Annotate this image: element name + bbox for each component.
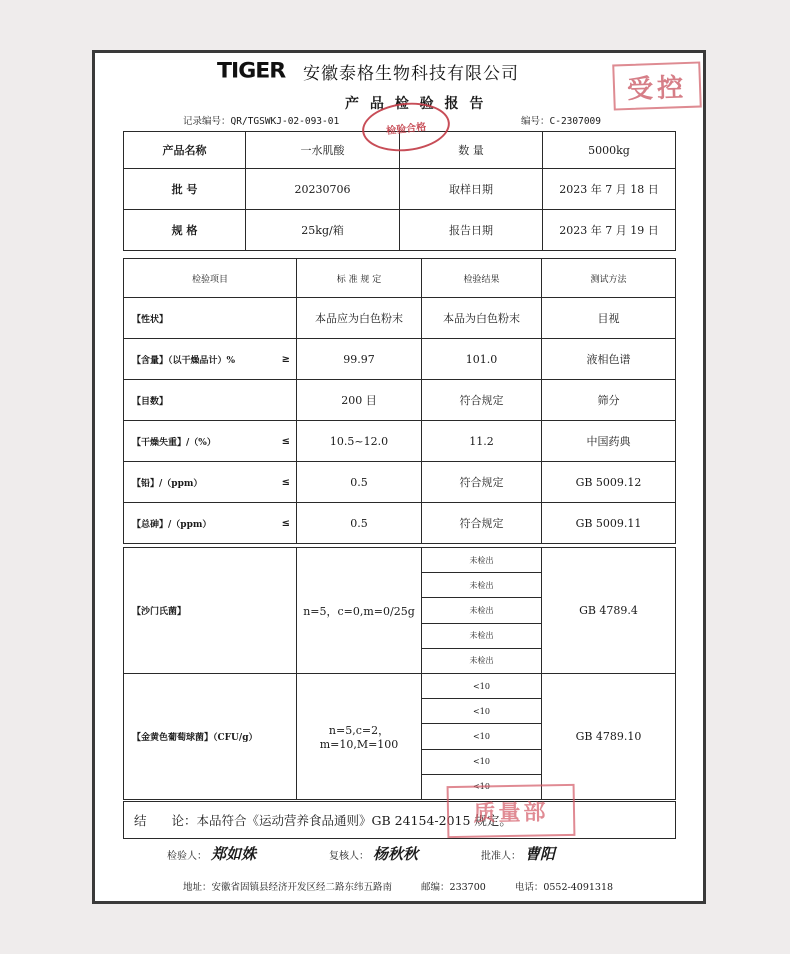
micro-result-value: 未检出	[421, 597, 542, 623]
approver-name: 曹阳	[525, 845, 556, 863]
limit-relation: ≤	[281, 476, 290, 488]
test-item-label	[123, 461, 297, 503]
reviewer-signature	[329, 843, 418, 864]
result-value: 本品为白色粉末	[421, 297, 542, 339]
company-name: 安徽泰格生物科技有限公司	[303, 64, 519, 84]
batch-label: 批 号	[123, 168, 246, 210]
method-value: GB 5009.12	[541, 461, 676, 503]
result-value: 11.2	[421, 420, 542, 462]
micro-item-label: 【沙门氏菌】	[123, 547, 297, 674]
limit-relation: ≥	[281, 353, 290, 365]
test-item-name: 【总砷】/（ppm）	[132, 519, 212, 530]
result-value: 符合规定	[421, 461, 542, 503]
method-value: GB 5009.11	[541, 502, 676, 544]
footer-postcode: 邮编：233700	[421, 882, 486, 893]
spec-value: 25kg/箱	[245, 209, 400, 251]
reviewer-name: 杨秋秋	[373, 845, 419, 863]
report-number: 编号：C-2307009	[521, 116, 601, 127]
sampling-date-label: 取样日期	[399, 168, 543, 210]
standard-value: 本品应为白色粉末	[296, 297, 422, 339]
standard-value: 200 目	[296, 379, 422, 421]
footer-address: 地址：安徽省固镇县经济开发区经二路东纬五路南	[183, 882, 393, 893]
result-value: 符合规定	[421, 379, 542, 421]
micro-standard-value: n=5,c=2，m=10,M=100	[296, 673, 422, 800]
record-number: 记录编号：QR/TGSWKJ-02-093-01	[183, 116, 340, 127]
standard-value: 0.5	[296, 461, 422, 503]
test-item-name: 【干燥失重】/（%）	[132, 437, 216, 448]
test-item-name: 【含量】（以干燥品计）%	[132, 355, 236, 366]
document-frame	[92, 50, 706, 904]
footer	[183, 879, 639, 893]
micro-item-label: 【金黄色葡萄球菌】（CFU/g）	[123, 673, 297, 800]
test-item-name: 【性状】	[132, 314, 169, 325]
micro-result-value: 未检出	[421, 648, 542, 674]
limit-relation: ≤	[281, 435, 290, 447]
reviewer-label: 复核人：	[329, 851, 369, 862]
spec-label: 规 格	[123, 209, 246, 251]
test-item-label	[123, 338, 297, 380]
inspector-name: 郑如姝	[211, 845, 257, 863]
method-value: 目视	[541, 297, 676, 339]
report-date-label: 报告日期	[399, 209, 543, 251]
quality-dept-stamp: 质量部	[447, 784, 576, 838]
micro-result-value: <10	[421, 698, 542, 724]
test-item-name: 【铅】/（ppm）	[132, 478, 203, 489]
inspection-table	[123, 131, 676, 839]
limit-relation: ≤	[281, 517, 290, 529]
micro-result-value: 未检出	[421, 572, 542, 598]
report-date-value: 2023 年 7 月 19 日	[542, 209, 676, 251]
test-item-label	[123, 297, 297, 339]
product-name-label: 产品名称	[123, 131, 246, 169]
sampling-date-value: 2023 年 7 月 18 日	[542, 168, 676, 210]
test-item-label	[123, 502, 297, 544]
conclusion: 结 论：本品符合《运动营养食品通则》GB 24154-2015 规定。	[123, 801, 676, 839]
result-value: 101.0	[421, 338, 542, 380]
approver-signature	[481, 843, 555, 864]
standard-value: 99.97	[296, 338, 422, 380]
standard-value: 0.5	[296, 502, 422, 544]
test-item-label	[123, 420, 297, 462]
header-item: 检验项目	[123, 258, 297, 298]
report-title: 产 品 检 验 报 告	[345, 96, 487, 112]
micro-method-value: GB 4789.10	[541, 673, 676, 800]
report-paper	[95, 53, 703, 901]
controlled-stamp: 受控	[612, 61, 702, 110]
inspector-label: 检验人：	[167, 851, 207, 862]
inspector-signature	[167, 843, 256, 864]
approver-label: 批准人：	[481, 851, 521, 862]
header-standard: 标 准 规 定	[296, 258, 422, 298]
method-value: 液相色谱	[541, 338, 676, 380]
micro-result-value: <10	[421, 673, 542, 699]
method-value: 中国药典	[541, 420, 676, 462]
micro-result-value: <10	[421, 749, 542, 775]
micro-result-value: 未检出	[421, 547, 542, 573]
passed-stamp: 检验合格	[360, 99, 453, 156]
header-method: 测试方法	[541, 258, 676, 298]
micro-standard-value: n=5，c=0,m=0/25g	[296, 547, 422, 674]
product-name-value: 一水肌酸	[245, 131, 400, 169]
standard-value: 10.5~12.0	[296, 420, 422, 462]
method-value: 筛分	[541, 379, 676, 421]
micro-method-value: GB 4789.4	[541, 547, 676, 674]
test-item-label	[123, 379, 297, 421]
company-logo: TIGER	[217, 59, 286, 84]
test-item-name: 【目数】	[132, 396, 169, 407]
micro-result-value: <10	[421, 723, 542, 749]
quantity-label: 数 量	[399, 131, 543, 169]
micro-result-value: <10	[421, 774, 542, 800]
quantity-value: 5000kg	[542, 131, 676, 169]
micro-result-value: 未检出	[421, 623, 542, 649]
header-result: 检验结果	[421, 258, 542, 298]
footer-phone: 电话：0552-4091318	[514, 882, 614, 893]
result-value: 符合规定	[421, 502, 542, 544]
batch-value: 20230706	[245, 168, 400, 210]
